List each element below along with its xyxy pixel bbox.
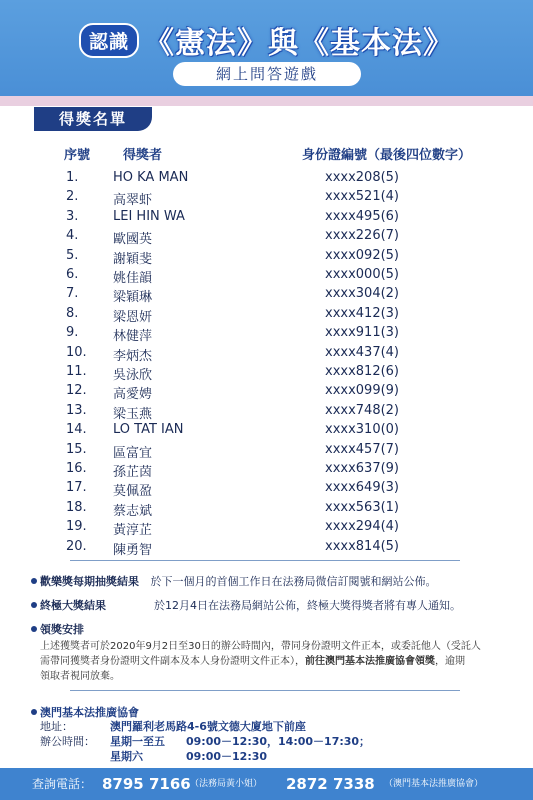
cell-name: 謝穎斐 — [113, 251, 153, 267]
cell-no: 10. — [66, 344, 87, 360]
cell-no: 3. — [66, 208, 79, 224]
cell-no: 17. — [66, 480, 87, 496]
cell-id: xxxx310(0) — [325, 422, 400, 438]
cell-name: 梁穎琳 — [113, 290, 153, 306]
cell-name: 黃淳芷 — [113, 523, 153, 539]
cell-no: 1. — [66, 170, 79, 185]
col-header-id: 身份證編號（最後四位數字） — [302, 148, 472, 163]
table-row — [0, 364, 533, 385]
cell-name: 孫芷茵 — [113, 465, 153, 480]
cell-name: 高愛娉 — [113, 387, 153, 403]
cell-name: HO KA MAN — [113, 170, 189, 185]
footer-bar — [0, 768, 533, 800]
cell-no: 5. — [66, 247, 79, 263]
cell-id: xxxx637(9) — [325, 461, 400, 476]
note-collection-line2a: 需帶同獲獎者身份證明文件副本及本人身份證明文件正本）， — [40, 656, 305, 667]
note-collection-highlight: 前往澳門基本法推廣協會領獎 — [305, 656, 435, 667]
note-grand-prize-label: 終極大獎結果 — [40, 599, 106, 612]
cell-name: 姚佳韻 — [113, 271, 153, 286]
note-lucky-draw-label: 歡樂獎每期抽獎結果 — [40, 575, 139, 588]
cell-name: 高翠虾 — [113, 193, 153, 209]
cell-name: 蔡志斌 — [113, 503, 153, 519]
hours-time-weekday: 09:00－12:30，14:00－17:30； — [186, 735, 371, 748]
cell-name: 歐國英 — [113, 232, 153, 248]
cell-no: 19. — [66, 519, 87, 535]
cell-id: xxxx226(7) — [325, 228, 400, 244]
cell-id: xxxx304(2) — [325, 286, 400, 302]
cell-no: 16. — [66, 461, 87, 476]
table-row — [0, 422, 533, 443]
divider — [70, 560, 460, 561]
cell-id: xxxx649(3) — [325, 480, 400, 496]
note-grand-prize — [40, 597, 461, 613]
table-row — [0, 306, 533, 327]
cell-id: xxxx563(1) — [325, 499, 400, 515]
cell-no: 12. — [66, 383, 87, 399]
cell-name: 梁恩妍 — [113, 309, 153, 325]
bullet-icon — [31, 602, 37, 608]
cell-name: 吳泳欣 — [113, 368, 153, 383]
cell-name: 陳勇智 — [113, 542, 153, 558]
footer-phone-2-note: （澳門基本法推廣協會） — [384, 779, 484, 789]
cell-no: 14. — [66, 422, 87, 438]
cell-id: xxxx911(3) — [325, 325, 400, 341]
cell-no: 8. — [66, 305, 79, 321]
bullet-icon — [31, 709, 37, 715]
cell-name: LO TAT IAN — [113, 422, 184, 438]
note-collection-line3: 領取者視同放棄。 — [40, 671, 120, 682]
cell-id: xxxx412(3) — [325, 305, 400, 321]
footer-label: 查詢電話： — [32, 777, 93, 791]
note-grand-prize-text: 於12月4日在法務局網站公佈，終極大獎得獎者將有專人通知。 — [154, 599, 461, 612]
address-text: 澳門羅利老馬路4-6號文德大廈地下前座 — [110, 720, 306, 733]
cell-no: 4. — [66, 228, 79, 244]
cell-id: xxxx000(5) — [325, 267, 400, 282]
table-row — [0, 403, 533, 424]
table-row — [0, 286, 533, 307]
cell-id: xxxx748(2) — [325, 402, 400, 418]
cell-id: xxxx099(9) — [325, 383, 400, 399]
table-row — [0, 480, 533, 501]
cell-no: 11. — [66, 364, 87, 379]
cell-no: 20. — [66, 538, 87, 554]
cell-id: xxxx437(4) — [325, 344, 400, 360]
note-lucky-draw-text: 於下一個月的首個工作日在法務局微信訂閱號和網站公佈。 — [150, 575, 437, 588]
header-accent-band — [0, 96, 533, 106]
cell-no: 6. — [66, 267, 79, 282]
col-header-name: 得獎者 — [123, 148, 163, 163]
cell-name: 區富宜 — [113, 445, 153, 461]
cell-id: xxxx294(4) — [325, 519, 400, 535]
cell-name: 莫佩盈 — [113, 484, 153, 500]
contact-org: 澳門基本法推廣協會 — [40, 706, 139, 719]
page-subtitle: 網上問答遊戲 — [173, 62, 361, 86]
cell-no: 18. — [66, 499, 87, 515]
col-header-no: 序號 — [64, 148, 91, 163]
table-row — [0, 248, 533, 269]
cell-no: 13. — [66, 402, 87, 418]
table-row — [0, 189, 533, 210]
hours-day-weekday: 星期一至五 — [110, 735, 165, 748]
table-row — [0, 267, 533, 288]
hours-label: 辦公時間： — [40, 735, 95, 748]
winners-tab: 得獎名單 — [34, 107, 152, 131]
bullet-icon — [31, 626, 37, 632]
cell-name: 林健萍 — [113, 329, 153, 345]
hours-day-saturday: 星期六 — [110, 750, 143, 763]
table-row — [0, 519, 533, 540]
title-main: 《憲法》與《基本法》 — [144, 26, 455, 61]
note-collection-label: 領獎安排 — [40, 623, 84, 636]
cell-no: 2. — [66, 189, 79, 205]
cell-no: 7. — [66, 286, 79, 302]
cell-id: xxxx495(6) — [325, 208, 400, 224]
note-collection-line2 — [40, 652, 465, 667]
note-lucky-draw — [40, 573, 437, 589]
cell-id: xxxx457(7) — [325, 441, 400, 457]
bullet-icon — [31, 578, 37, 584]
cell-no: 9. — [66, 325, 79, 341]
cell-id: xxxx208(5) — [325, 170, 400, 185]
note-collection-line1: 上述獲獎者可於2020年9月2日至30日的辦公時間內，帶同身份證明文件正本，或委託他人（受託人 — [40, 641, 481, 652]
table-row — [0, 345, 533, 366]
cell-id: xxxx092(5) — [325, 247, 400, 263]
cell-id: xxxx521(4) — [325, 189, 400, 205]
page-title — [0, 18, 533, 62]
hours-time-saturday: 09:00－12:30 — [186, 750, 268, 763]
table-row — [0, 228, 533, 249]
cell-id: xxxx814(5) — [325, 538, 400, 554]
title-badge: 認識 — [79, 23, 139, 58]
cell-name: 梁玉燕 — [113, 406, 153, 422]
note-collection-line2c: ，逾期 — [435, 656, 465, 667]
table-row — [0, 170, 533, 191]
divider — [70, 690, 460, 691]
table-row — [0, 500, 533, 521]
table-row — [0, 461, 533, 482]
footer-phone-1[interactable]: 8795 7166 — [102, 775, 191, 793]
address-label: 地址： — [40, 720, 73, 733]
cell-no: 15. — [66, 441, 87, 457]
cell-id: xxxx812(6) — [325, 364, 400, 379]
table-row — [0, 209, 533, 230]
table-row — [0, 383, 533, 404]
cell-name: LEI HIN WA — [113, 208, 185, 224]
table-row — [0, 325, 533, 346]
table-row — [0, 442, 533, 463]
footer-phone-2[interactable]: 2872 7338 — [286, 775, 375, 793]
table-row — [0, 539, 533, 560]
footer-phone-1-note: （法務局黃小姐） — [190, 779, 263, 789]
cell-name: 李炳杰 — [113, 348, 153, 364]
